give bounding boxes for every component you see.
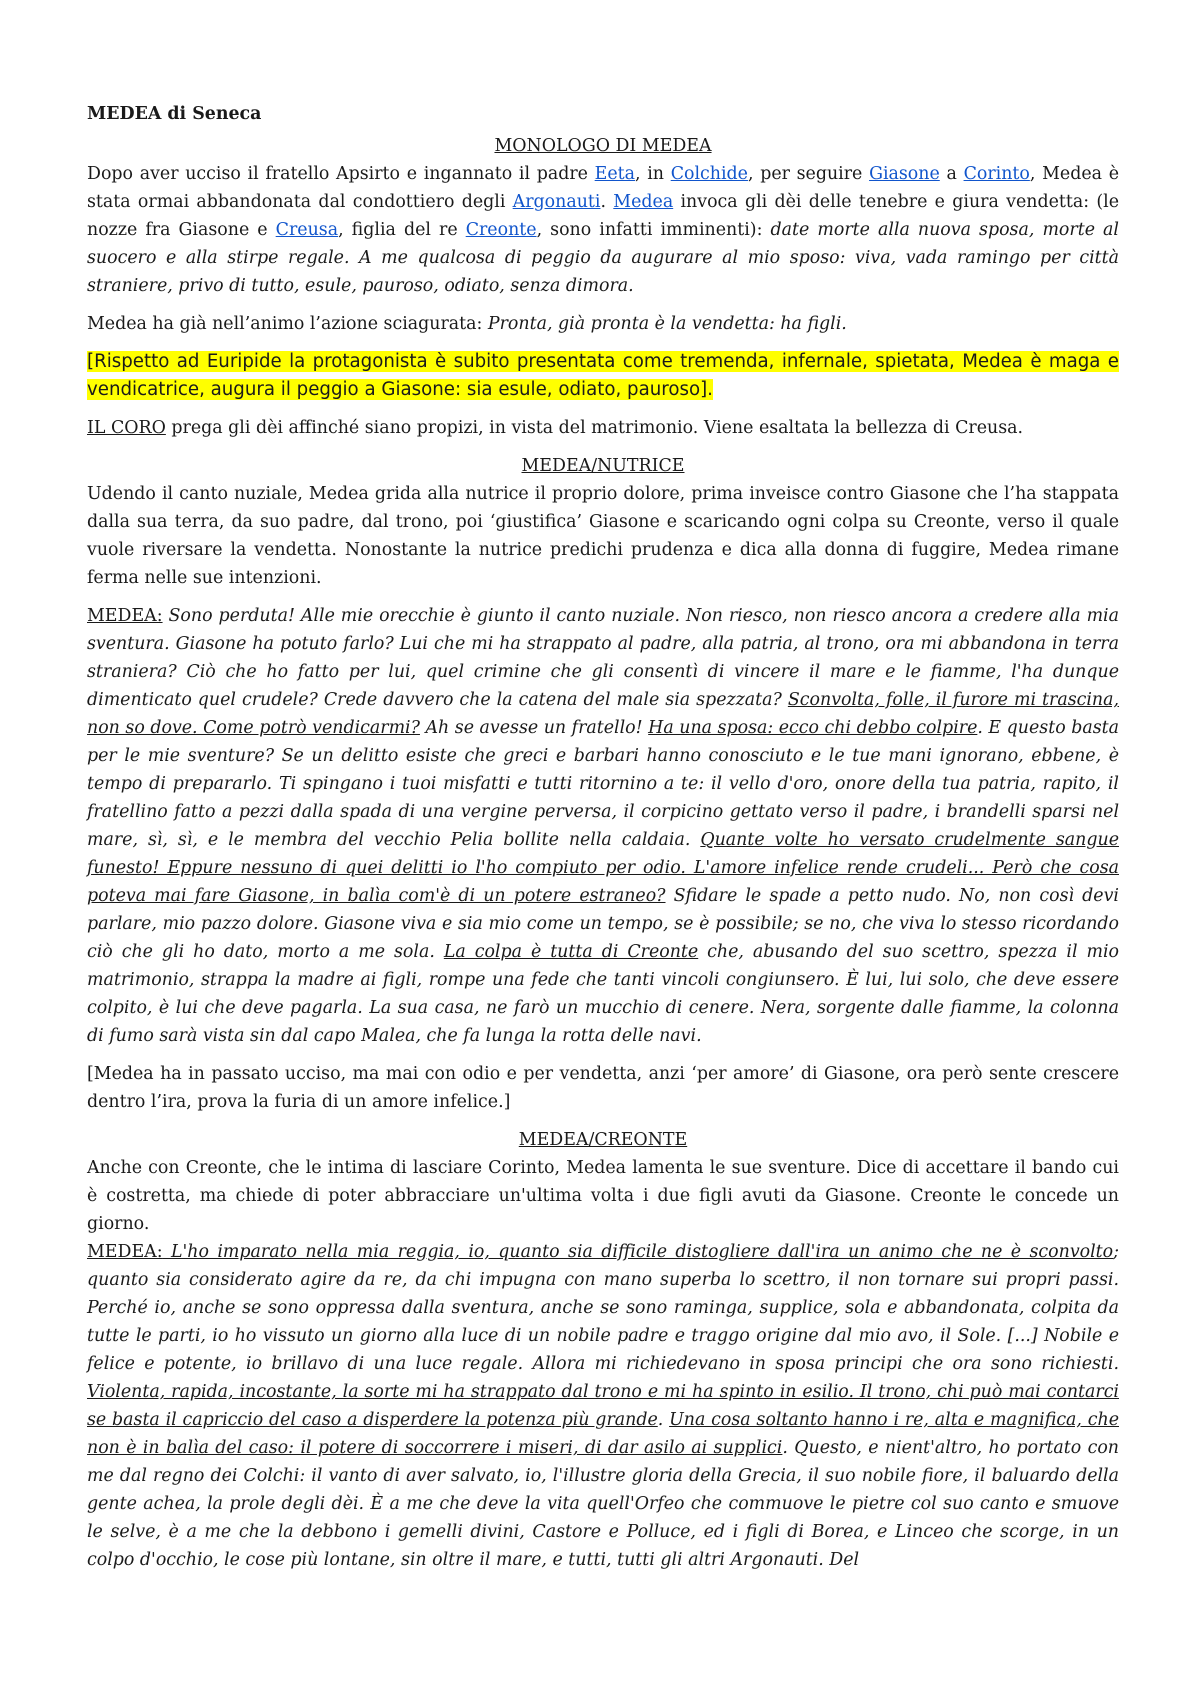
link-colchide[interactable]: Colchide [670, 164, 748, 184]
quote-italic: . E questo basta per le mie sventure? Se un delitto esiste che greci e barbari hanno conosciuto e le tue mani ignorano, ebbene, è tempo di prepararlo. Ti spingano i tuoi misfatti e tutti ritornino a te: il vello d'oro, onore della tua patria, rapito, il fratellino fatto a pezzi dalla spada di una vergine perversa, il corpicino gettato verso il padre, i brandelli sparsi nel mare, sì, sì, e le membra del vecchio Pelia bollite nella caldaia. [87, 718, 1119, 850]
text: , Medea è stata ormai abbandonata dal condottiero degli [87, 164, 1119, 212]
quote-italic: Ah se avesse un fratello! [419, 718, 649, 738]
quote-underlined: Quante volte ho versato crudelmente sangue funesto! Eppure nessuno di quei delitti io l'ho compiuto per odio. L'amore infelice rende crudeli... Però che cosa poteva mai fare Giasone, in balìa com'è di un potere estraneo? [87, 830, 1119, 906]
paragraph-pronta [87, 310, 1119, 338]
paragraph-creonte-summary: Anche con Creonte, che le intima di lasciare Corinto, Medea lamenta le sue sventure. Dice di accettare il bando cui è costretta, ma chiede di poter abbracciare un'ultima volta i due figli avuti da Giasone. Creonte le concede un giorno. [87, 1158, 1119, 1234]
quote-italic: date morte alla nuova sposa, morte al suocero e alla stirpe regale. A me qualcosa di peggio da augurare al mio sposo: viva, vada ramingo per città straniere, privo di tutto, esule, pauroso, odiato, senza dimora. [87, 220, 1119, 296]
link-corinto[interactable]: Corinto [963, 164, 1030, 184]
quote-underlined: La colpa è tutta di Creonte [443, 942, 699, 962]
monologue-creonte [87, 1238, 1119, 1574]
section-heading-nutrice: MEDEA/NUTRICE [521, 456, 685, 476]
highlighted-note [87, 348, 1119, 404]
quote-italic: Pronta, già pronta è la vendetta: ha figli. [487, 314, 847, 334]
link-giasone[interactable]: Giasone [869, 164, 940, 184]
speaker-label: MEDEA: [87, 1242, 163, 1262]
coro-label: IL CORO [87, 418, 166, 438]
paragraph-coro [87, 414, 1119, 442]
highlight-text: [Rispetto ad Euripide la protagonista è subito presentata come tremenda, infernale, spietata, Medea è maga e vendicatrice, augura il peggio a Giasone: sia esule, odiato, pauroso]. [87, 351, 1119, 400]
section-heading-creonte: MEDEA/CREONTE [518, 1130, 688, 1150]
text: . [600, 192, 614, 212]
link-argonauti[interactable]: Argonauti [512, 192, 601, 212]
link-creusa[interactable]: Creusa [275, 220, 339, 240]
link-creonte[interactable]: Creonte [465, 220, 537, 240]
quote-italic: . [657, 1410, 670, 1430]
text: , in [635, 164, 671, 184]
paragraph-note-amore: [Medea ha in passato ucciso, ma mai con odio e per vendetta, anzi ‘per amore’ di Giasone, ora però sente crescere dentro l’ira, prova la furia di un amore infelice.] [87, 1064, 1119, 1112]
monologue-nutrice [87, 602, 1119, 1050]
document-title: MEDEA di Seneca [87, 104, 262, 124]
paragraph-intro [87, 160, 1119, 300]
speaker-label: MEDEA: [87, 606, 163, 626]
text: a [939, 164, 964, 184]
paragraph-nutrice-summary: Udendo il canto nuziale, Medea grida alla nutrice il proprio dolore, prima inveisce contro Giasone che l’ha stappata dalla sua terra, da suo padre, dal trono, poi ‘giustifica’ Giasone e scaricando ogni colpa su Creonte, verso il quale vuole riversare la vendetta. Nonostante la nutrice predichi prudenza e dica alla donna di fuggire, Medea rimane ferma nelle sue intenzioni. [87, 484, 1119, 588]
text: , figlia del re [338, 220, 466, 240]
quote-underlined: Violenta, rapida, incostante, la sorte mi ha strappato dal trono e mi ha spinto in esilio. Il trono, chi può mai contarci se basta il capriccio del caso a disperdere la potenza più grande [87, 1382, 1119, 1430]
quote-underlined: Una cosa soltanto hanno i re, alta e magnifica, che non è in balìa del caso: il potere di soccorrere i miseri, di dar asilo ai supplici [87, 1410, 1119, 1458]
text: prega gli dèi affinché siano propizi, in vista del matrimonio. Viene esaltata la bellezza di Creusa. [165, 418, 1024, 438]
quote-italic: ; quanto sia considerato agire da re, da chi impugna con mano superba lo scettro, il non tornare sui propri passi. Perché io, anche se sono oppressa dalla sventura, anche se sono raminga, supplice, sola e abbandonata, colpita da tutte le parti, io ho vissuto un giorno alla luce di un nobile padre e traggo origine dal mio avo, il Sole. [...] Nobile e felice e potente, io brillavo di una luce regale. Allora mi richiedevano in sposa principi che ora sono richiesti. [87, 1242, 1119, 1374]
section-heading-monologo: MONOLOGO DI MEDEA [494, 136, 712, 156]
text: Medea ha già nell’animo l’azione sciagurata: [87, 314, 488, 334]
text: Dopo aver ucciso il fratello Apsirto e ingannato il padre [87, 164, 595, 184]
text: , per seguire [747, 164, 870, 184]
text: invoca gli dèi delle tenebre e giura vendetta: (le nozze fra Giasone e [87, 192, 1120, 240]
text: , sono infatti imminenti): [536, 220, 771, 240]
quote-italic: Sfidare le spade a petto nudo. No, non così devi parlare, mio pazzo dolore. Giasone viva e sia mio come un tempo, se è possibile; se no, che viva lo stesso ricordando ciò che gli ho dato, morto a me sola. [87, 886, 1119, 962]
link-eeta[interactable]: Eeta [594, 164, 635, 184]
quote-italic: Sono perduta! Alle mie orecchie è giunto il canto nuziale. Non riesco, non riesco ancora a credere alla mia sventura. Giasone ha potuto farlo? Lui che mi ha strappato al padre, alla patria, al trono, ora mi abbandona in terra straniera? Ciò che ho fatto per lui, quel crimine che gli consentì di vincere il mare e le fiamme, l'ha dunque dimenticato quel crudele? Crede davvero che la catena del male sia spezzata? [87, 606, 1119, 710]
link-medea[interactable]: Medea [613, 192, 674, 212]
quote-underlined: Ha una sposa: ecco chi debbo colpire [648, 718, 978, 738]
quote-italic: . Questo, e nient'altro, ho portato con me dal regno dei Colchi: il vanto di aver salvato, io, l'illustre gloria della Grecia, il suo nobile fiore, il baluardo della gente achea, la prole degli dèi. È a me che deve la vita quell'Orfeo che commuove le pietre col suo canto e smuove le selve, è a me che la debbono i gemelli divini, Castore e Polluce, ed i figli di Borea, e Linceo che scorge, in un colpo d'occhio, le cose più lontane, sin oltre il mare, e tutti, tutti gli altri Argonauti. Del [87, 1438, 1120, 1570]
quote-underlined: L'ho imparato nella mia reggia, io, quanto sia difficile distogliere dall'ira un animo che ne è sconvolto [162, 1242, 1114, 1262]
quote-italic: che, abusando del suo scettro, spezza il mio matrimonio, strappa la madre ai figli, rompe una fede che tanti vincoli congiunsero. È lui, lui solo, che deve essere colpito, è lui che deve pagarla. La sua casa, ne farò un mucchio di cenere. Nera, sorgente dalle fiamme, la colonna di fumo sarà vista sin dal capo Malea, che fa lunga la rotta delle navi. [87, 942, 1119, 1046]
quote-underlined: Sconvolta, folle, il furore mi trascina, non so dove. Come potrò vendicarmi? [87, 690, 1120, 738]
